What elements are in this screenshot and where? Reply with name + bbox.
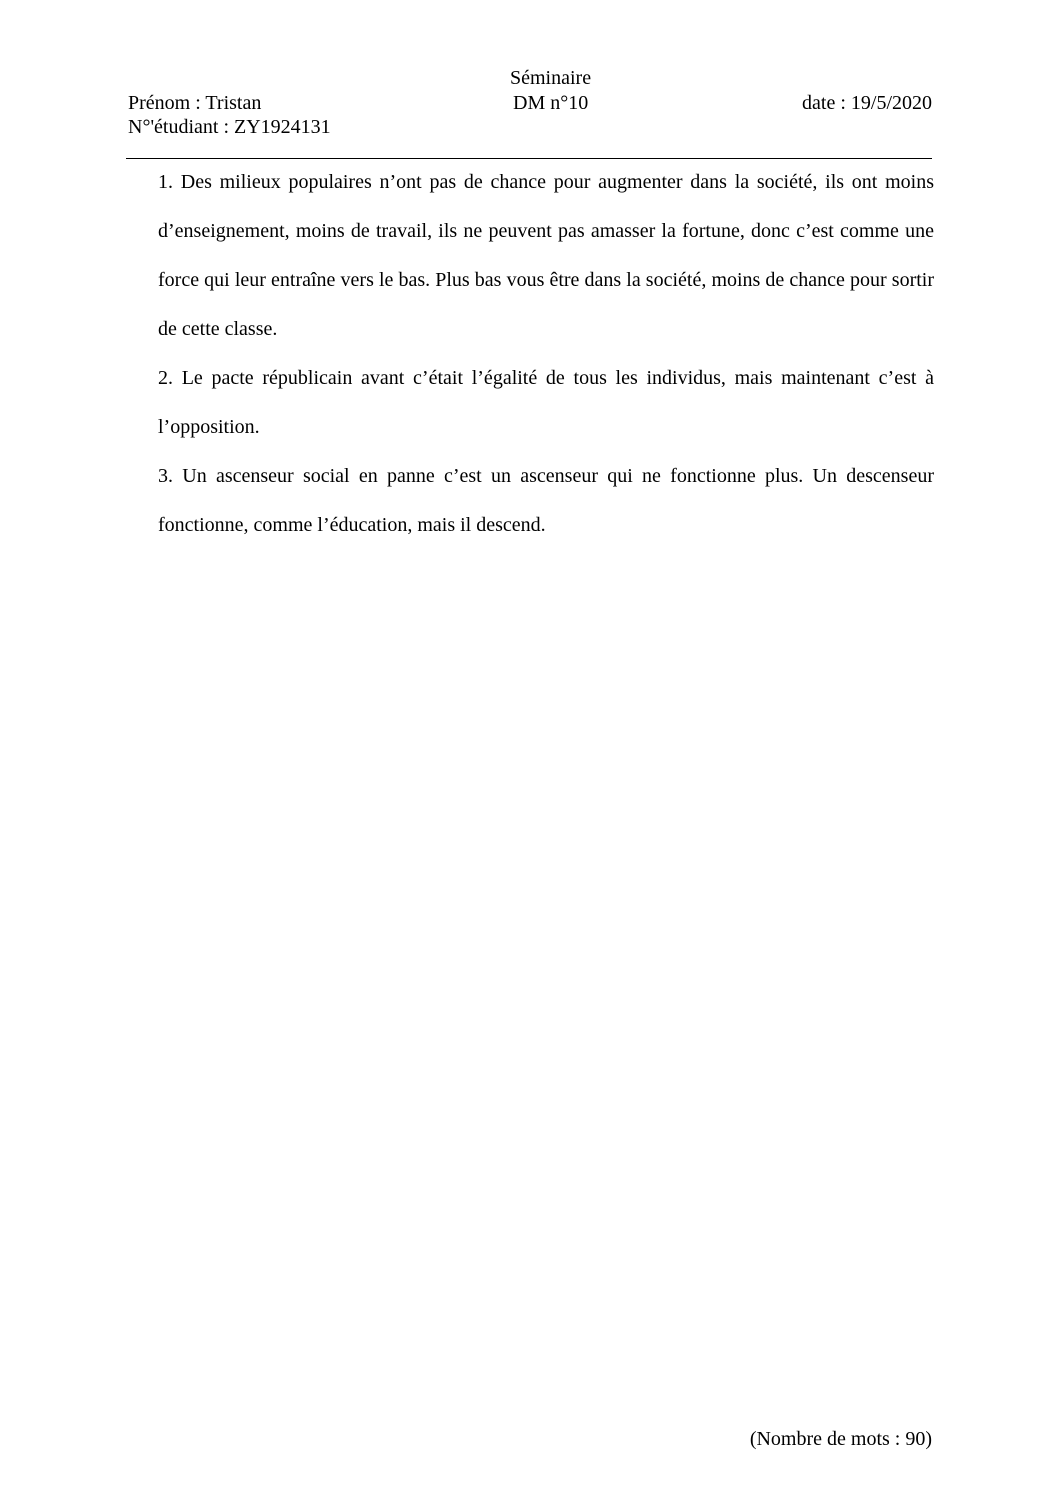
assignment-number: DM n°10 — [513, 92, 589, 114]
assignment-date: date : 19/5/2020 — [802, 92, 932, 114]
student-firstname: Prénom : Tristan — [128, 92, 262, 114]
course-title: Séminaire — [510, 67, 592, 89]
student-id: N°'étudiant : ZY1924131 — [128, 116, 331, 138]
answer-3: 3. Un ascenseur social en panne c’est un ascenseur qui ne fonctionne plus. Un descenseur fonctionne, comme l’éducation, mais il descend. — [158, 465, 934, 536]
answer-1: 1. Des milieux populaires n’ont pas de chance pour augmenter dans la société, ils ont moins d’enseignement, moins de travail, ils ne peuvent pas amasser la fortune, donc c’est comme une force qui leur entraîne vers le bas. Plus bas vous être dans la société, moins de chance pour sortir de cette classe. — [158, 171, 934, 340]
answers-body — [158, 158, 934, 550]
answer-2: 2. Le pacte républicain avant c’était l’égalité de tous les individus, mais maintenant c’est à l’opposition. — [158, 367, 934, 438]
word-count: (Nombre de mots : 90) — [749, 1428, 932, 1450]
